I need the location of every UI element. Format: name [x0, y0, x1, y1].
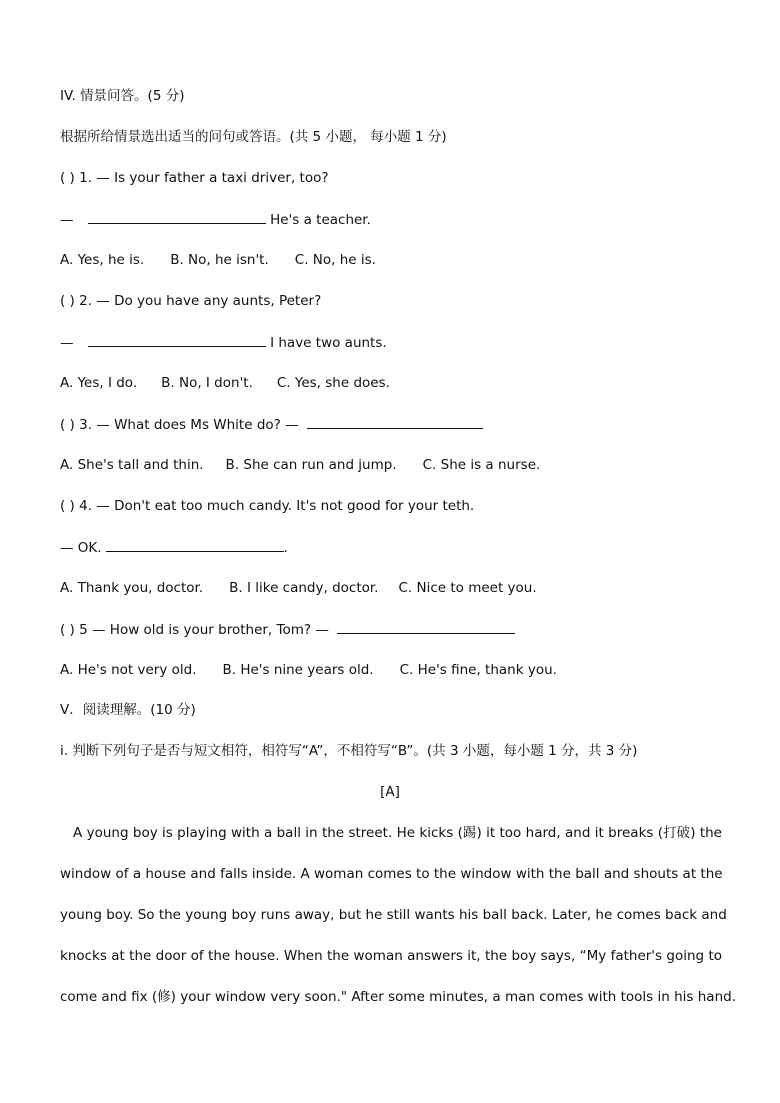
option-b: B. She can run and jump. [225, 457, 397, 473]
question-3-options [60, 455, 540, 475]
answer-blank[interactable] [88, 332, 266, 347]
answer-tail: I have two aunts. [270, 335, 387, 351]
answer-blank[interactable] [307, 414, 483, 429]
passage-line: A young boy is playing with a ball in the street. He kicks (踢) it too hard, and it breaks (打破) the [73, 825, 722, 841]
answer-paren: ( ) [60, 417, 75, 433]
question-1-answer-line [60, 209, 371, 230]
passage-line: knocks at the door of the house. When the woman answers it, the boy says, “My father's going to [60, 948, 722, 964]
passage-line: young boy. So the young boy runs away, but he still wants his ball back. Later, he comes back and [60, 907, 727, 923]
answer-head: — OK. [60, 540, 102, 556]
question-1-stem: 1. — Is your father a taxi driver, too? [79, 170, 329, 186]
passage-line: come and fix (修) your window very soon." After some minutes, a man comes with tools in his hand. [60, 989, 736, 1005]
section-4-heading: IV. 情景问答。(5 分) [60, 88, 185, 104]
question-3-stem: 3. — What does Ms White do? — [79, 417, 299, 433]
answer-blank[interactable] [337, 619, 515, 634]
option-c: C. He's fine, thank you. [399, 662, 557, 678]
question-1 [60, 168, 329, 188]
passage-label: [A] [380, 784, 400, 800]
answer-blank[interactable] [106, 537, 284, 552]
option-a: A. Thank you, doctor. [60, 580, 204, 596]
answer-paren: ( ) [60, 170, 75, 186]
answer-paren: ( ) [60, 622, 75, 638]
option-a: A. Yes, I do. [60, 375, 138, 391]
option-c: C. She is a nurse. [422, 457, 541, 473]
question-4-stem: 4. — Don't eat too much candy. It's not good for your teth. [79, 498, 475, 514]
answer-dash: — [60, 335, 74, 351]
question-2-stem: 2. — Do you have any aunts, Peter? [79, 293, 322, 309]
option-b: B. No, he isn't. [170, 252, 269, 268]
question-4 [60, 496, 474, 516]
question-5-options [60, 660, 557, 680]
question-2-options [60, 373, 390, 393]
answer-dash: — [60, 212, 74, 228]
option-a: A. She's tall and thin. [60, 457, 204, 473]
option-a: A. Yes, he is. [60, 252, 145, 268]
section-5-heading: V．阅读理解。(10 分) [60, 702, 196, 718]
answer-paren: ( ) [60, 498, 75, 514]
answer-blank[interactable] [88, 209, 266, 224]
question-2-answer-line [60, 332, 387, 353]
section-4-instruction: 根据所给情景选出适当的问句或答语。(共 5 小题， 每小题 1 分) [60, 129, 447, 145]
answer-tail: . [283, 540, 288, 556]
section-5-instruction: i. 判断下列句子是否与短文相符，相符写“A”，不相符写“B”。(共 3 小题，每小题 1 分，共 3 分) [60, 743, 638, 759]
question-5 [60, 619, 515, 640]
option-b: B. No, I don't. [161, 375, 253, 391]
question-1-options [60, 250, 376, 270]
question-5-stem: 5 — How old is your brother, Tom? — [79, 622, 329, 638]
answer-paren: ( ) [60, 293, 75, 309]
question-3 [60, 414, 483, 435]
passage-line: window of a house and falls inside. A woman comes to the window with the ball and shouts at the [60, 866, 723, 882]
option-b: B. I like candy, doctor. [229, 580, 379, 596]
question-4-answer-line [60, 537, 288, 558]
option-c: C. Yes, she does. [276, 375, 390, 391]
option-c: C. Nice to meet you. [398, 580, 537, 596]
question-2 [60, 291, 321, 311]
answer-tail: He's a teacher. [270, 212, 371, 228]
option-b: B. He's nine years old. [222, 662, 374, 678]
option-c: C. No, he is. [294, 252, 376, 268]
option-a: A. He's not very old. [60, 662, 197, 678]
question-4-options [60, 578, 537, 598]
